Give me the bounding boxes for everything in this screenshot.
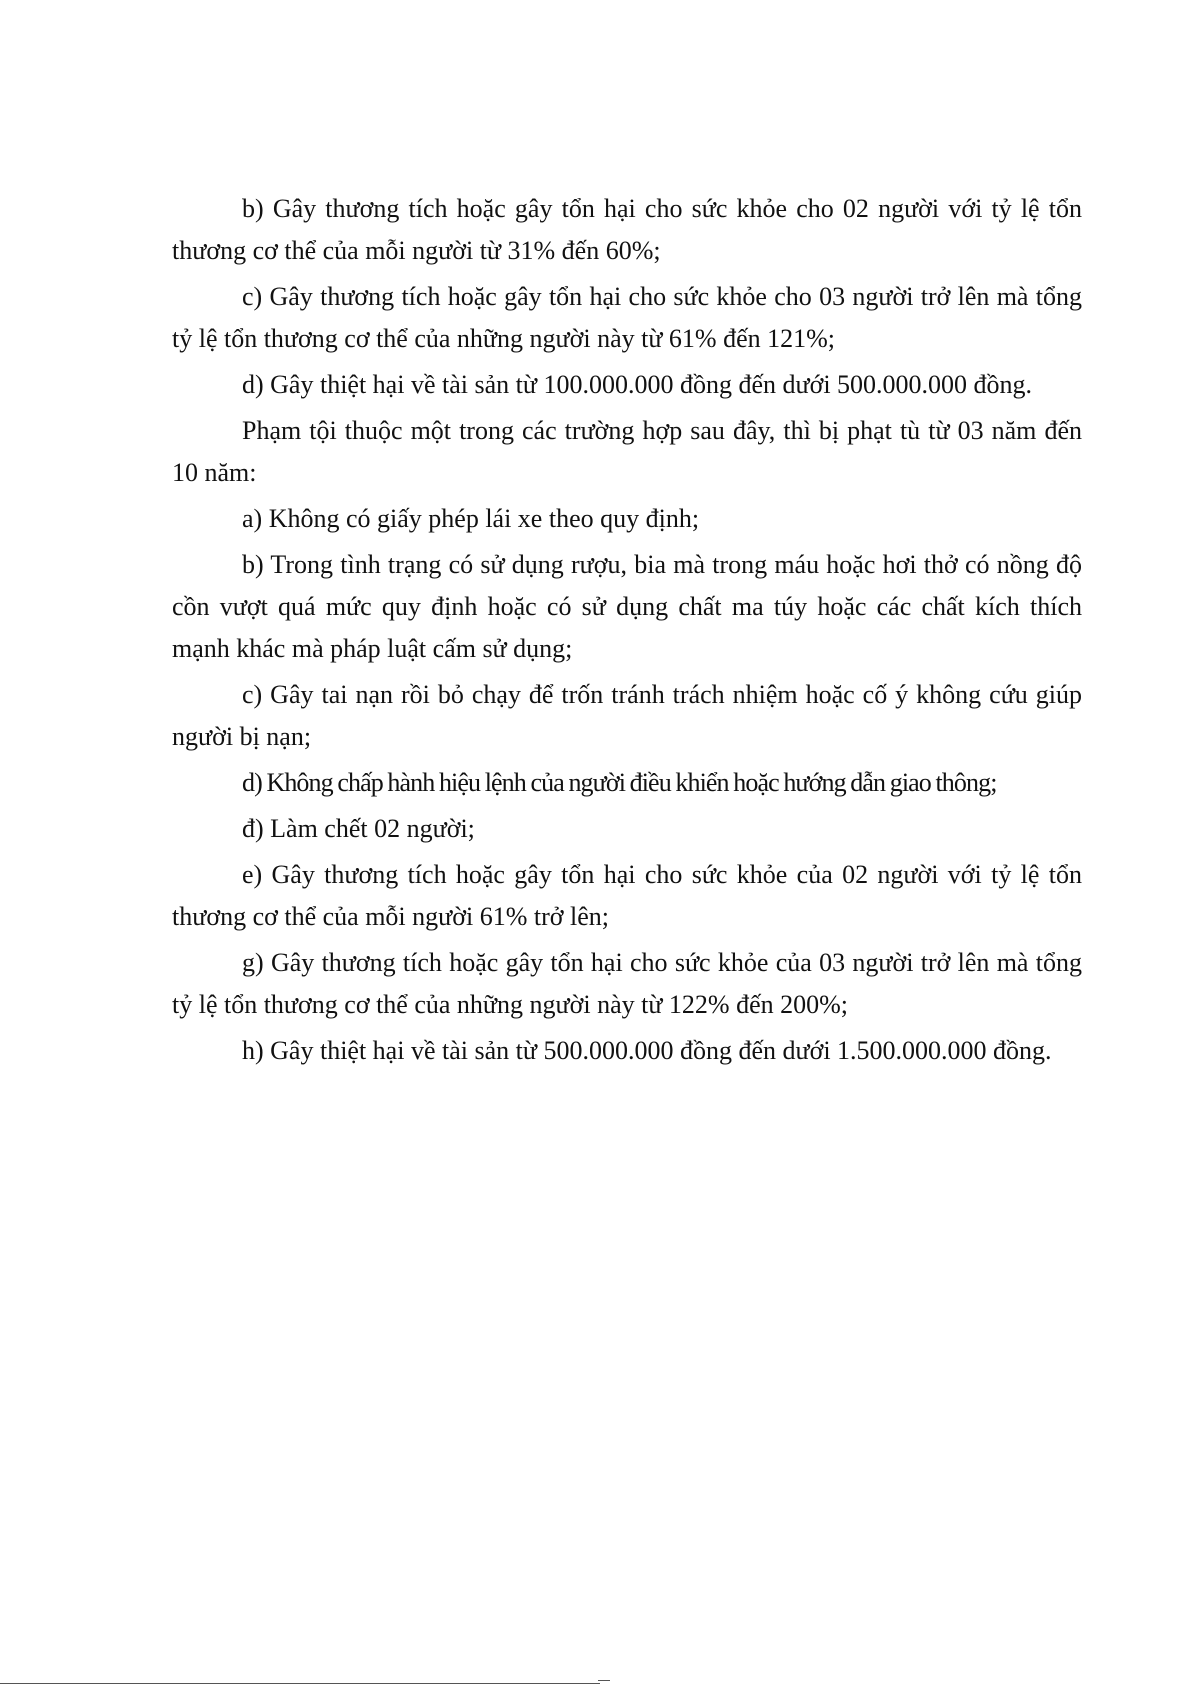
penalty-intro-3-to-10-years: Phạm tội thuộc một trong các trường hợp sau đây, thì bị phạt tù từ 03 năm đến 10 năm: — [172, 416, 1082, 487]
clause-g-injury-three-persons: g) Gây thương tích hoặc gây tổn hại cho sức khỏe của 03 người trở lên mà tổng tỷ lệ tổn thương cơ thể của những người này từ 122% đến 200%; — [172, 948, 1082, 1019]
clause-b-injury-two-persons: b) Gây thương tích hoặc gây tổn hại cho sức khỏe cho 02 người với tỷ lệ tổn thương cơ thể của mỗi người từ 31% đến 60%; — [172, 194, 1082, 265]
clause-h-property-damage: h) Gây thiệt hại về tài sản từ 500.000.000 đồng đến dưới 1.500.000.000 đồng. — [242, 1036, 1052, 1065]
clause-d-property-damage: d) Gây thiệt hại về tài sản từ 100.000.000 đồng đến dưới 500.000.000 đồng. — [242, 370, 1033, 399]
clause-e-injury-two-persons: e) Gây thương tích hoặc gây tổn hại cho sức khỏe của 02 người với tỷ lệ tổn thương cơ thể của mỗi người 61% trở lên; — [172, 860, 1082, 931]
clause-d-traffic-signals: d) Không chấp hành hiệu lệnh của người điều khiển hoặc hướng dẫn giao thông; — [242, 768, 997, 797]
clause-b-alcohol-drugs: b) Trong tình trạng có sử dụng rượu, bia mà trong máu hoặc hơi thở có nồng độ cồn vượt quá mức quy định hoặc có sử dụng chất ma túy hoặc các chất kích thích mạnh khác mà pháp luật cấm sử dụng; — [172, 550, 1082, 663]
clause-dd-two-deaths: đ) Làm chết 02 người; — [242, 814, 475, 843]
clause-c-hit-and-run: c) Gây tai nạn rồi bỏ chạy để trốn tránh trách nhiệm hoặc cố ý không cứu giúp người bị nạn; — [172, 680, 1082, 751]
footer-mark — [598, 1680, 610, 1681]
clause-a-no-license: a) Không có giấy phép lái xe theo quy định; — [242, 504, 700, 533]
clause-c-injury-three-persons: c) Gây thương tích hoặc gây tổn hại cho sức khỏe cho 03 người trở lên mà tổng tỷ lệ tổn thương cơ thể của những người này từ 61% đến 121%; — [172, 282, 1082, 353]
footer-divider — [0, 1683, 600, 1684]
document-body — [172, 188, 1082, 1076]
